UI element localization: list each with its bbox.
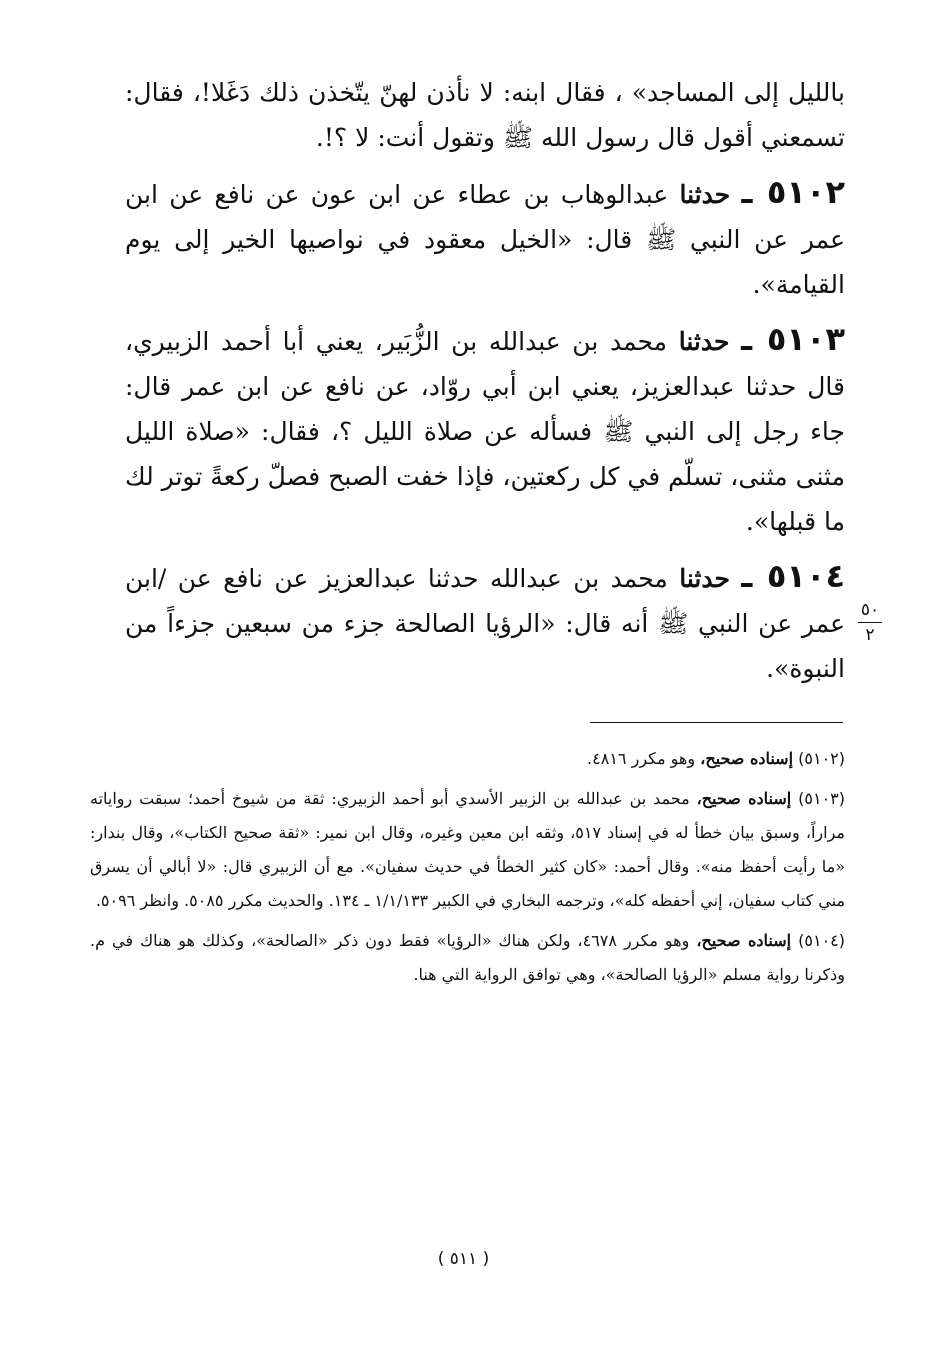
footnote-separator (590, 722, 843, 723)
footnote-text: وهو مكرر ٤٦٧٨، ولكن هناك «الرؤيا» فقط دون ذكر «الصالحة»، وكذلك هو هناك في م. وذكرنا رواية مسلم «الرؤيا الصالحة»، وهي توافق الرواية التي هنا. (90, 931, 845, 984)
footnote-text: وهو مكرر ٤٨١٦. (587, 749, 701, 768)
hadith-text: محمد بن عبدالله حدثنا عبدالعزيز عن نافع عن /ابن عمر عن النبي ﷺ أنه قال: «الرؤيا الصالحة جزء من سبعين جزءاً من النبوة». (125, 564, 845, 683)
margin-reference (858, 600, 882, 645)
footnote-verdict: إسناده صحيح، (696, 789, 792, 808)
footnote-5104 (90, 924, 845, 992)
footnote-text: محمد بن عبدالله بن الزبير الأسدي أبو أحمد الزبيري: ثقة من شيوخ أحمد؛ سبقت رواياته مراراً، وسبق بيان خطأ له في إسناد ٥١٧، وثقه ابن معين وغيره، وقال ابن نمير: «ثقة صحيح الكتاب»، وقال بندار: «ما رأيت أحفظ منه». وقال أحمد: «كان كثير الخطأ في حديث سفيان». مع أن الزبيري قال: «لا أبالي أن يسرق مني كتاب سفيان، إني أحفظه كله»، وترجمه البخاري في الكبير ١/١/١٣٣ ـ ١٣٤. والحديث مكرر ٥٠٨٥. وانظر ٥٠٩٦. (90, 789, 845, 910)
footnote-number: (٥١٠٣) (798, 789, 845, 808)
main-text (125, 70, 845, 701)
paragraph-continuation: بالليل إلى المساجد» ، فقال ابنه: لا نأذن لهنّ يتّخذن ذلك دَغَلا!، فقال: تسمعني أقول قال رسول الله ﷺ وتقول أنت: لا ؟!. (125, 78, 845, 152)
footnote-5102 (90, 742, 845, 776)
footnote-5103 (90, 782, 845, 918)
footnote-verdict: إسناده صحيح، (696, 931, 792, 950)
hadith-text: محمد بن عبدالله بن الزُّبَير، يعني أبا أحمد الزبيري، قال حدثنا عبدالعزيز، يعني ابن أبي روّاد، عن نافع عن ابن عمر قال: جاء رجل إلى النبي ﷺ فسأله عن صلاة الليل ؟، فقال: «صلاة الليل مثنى مثنى، تسلّم في كل ركعتين، فإذا خفت الصبح فصلّ ركعةً توتر لك ما قبلها». (125, 327, 845, 536)
hadith-opening: حدثنا (678, 327, 730, 356)
footnotes (90, 742, 845, 998)
margin-page: ٢ (865, 625, 875, 645)
hadith-number: ٥١٠٢ ـ (741, 173, 845, 211)
footnote-number: (٥١٠٤) (798, 931, 845, 950)
page-number: ( ٥١١ ) (437, 1249, 490, 1269)
footnote-verdict: إسناده صحيح، (700, 749, 794, 768)
hadith-5102 (125, 170, 845, 307)
margin-divider (858, 622, 882, 623)
margin-volume: ٥٠ (860, 600, 880, 620)
hadith-opening: حدثنا (679, 180, 731, 209)
hadith-number: ٥١٠٣ ـ (741, 320, 845, 358)
hadith-5103 (125, 317, 845, 544)
hadith-number: ٥١٠٤ ـ (741, 557, 845, 595)
hadith-opening: حدثنا (679, 564, 730, 593)
hadith-5104 (125, 554, 845, 691)
footnote-number: (٥١٠٢) (798, 749, 845, 768)
hadith-text: عبدالوهاب بن عطاء عن ابن عون عن نافع عن ابن عمر عن النبي ﷺ قال: «الخيل معقود في نواصيها الخير إلى يوم القيامة». (125, 180, 845, 299)
